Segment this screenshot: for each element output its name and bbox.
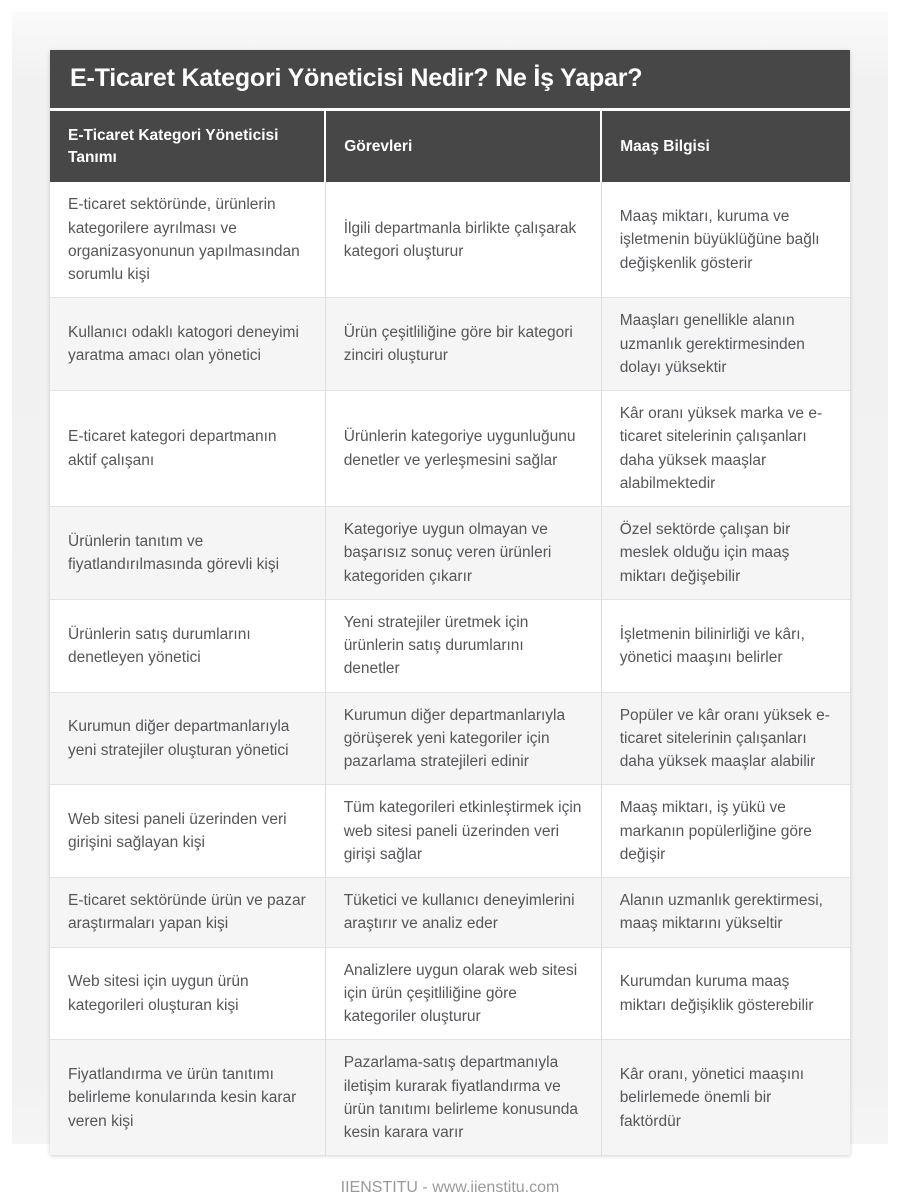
table-cell-salary: Kâr oranı yüksek marka ve e-ticaret sitelerinin çalışanları daha yüksek maaşlar alabilmektedir xyxy=(601,391,850,507)
table-header xyxy=(50,111,850,182)
table-cell-definition: Fiyatlandırma ve ürün tanıtımı belirleme konularında kesin karar veren kişi xyxy=(50,1040,325,1156)
table-row xyxy=(50,878,850,948)
table-cell-salary: Maaş miktarı, kuruma ve işletmenin büyüklüğüne bağlı değişkenlik gösterir xyxy=(601,182,850,298)
table-cell-definition: Ürünlerin tanıtım ve fiyatlandırılmasında görevli kişi xyxy=(50,507,325,600)
footer-attribution: IIENSTITU - www.iienstitu.com xyxy=(340,1179,560,1197)
column-header-maas-bilgisi: Maaş Bilgisi xyxy=(601,111,850,182)
table-cell-duty: Tüketici ve kullanıcı deneyimlerini araştırır ve analiz eder xyxy=(325,878,601,948)
table-cell-duty: Ürün çeşitliliğine göre bir kategori zinciri oluşturur xyxy=(325,298,601,391)
table-cell-duty: İlgili departmanla birlikte çalışarak kategori oluşturur xyxy=(325,182,601,298)
table-cell-salary: Maaş miktarı, iş yükü ve markanın popülerliğine göre değişir xyxy=(601,785,850,878)
table-row xyxy=(50,298,850,391)
table-cell-definition: E-ticaret sektöründe ürün ve pazar araştırmaları yapan kişi xyxy=(50,878,325,948)
table-cell-duty: Yeni stratejiler üretmek için ürünlerin satış durumlarını denetler xyxy=(325,599,601,692)
table-row xyxy=(50,1040,850,1156)
table-body xyxy=(50,182,850,1155)
page-background xyxy=(12,12,888,1197)
column-header-gorevleri: Görevleri xyxy=(325,111,601,182)
column-header-tanimi: E-Ticaret Kategori Yöneticisi Tanımı xyxy=(50,111,325,182)
table-cell-salary: Popüler ve kâr oranı yüksek e-ticaret sitelerinin çalışanları daha yüksek maaşlar alabilir xyxy=(601,692,850,785)
table-cell-duty: Pazarlama-satış departmanıyla iletişim kurarak fiyatlandırma ve ürün tanıtımı belirleme konusunda kesin karara varır xyxy=(325,1040,601,1156)
table-cell-duty: Kategoriye uygun olmayan ve başarısız sonuç veren ürünleri kategoriden çıkarır xyxy=(325,507,601,600)
table-cell-salary: İşletmenin bilinirliği ve kârı, yönetici maaşını belirler xyxy=(601,599,850,692)
table-cell-salary: Kâr oranı, yönetici maaşını belirlemede önemli bir faktördür xyxy=(601,1040,850,1156)
infographic-card xyxy=(50,50,850,1155)
table-cell-definition: Web sitesi paneli üzerinden veri girişini sağlayan kişi xyxy=(50,785,325,878)
table-cell-duty: Tüm kategorileri etkinleştirmek için web sitesi paneli üzerinden veri girişi sağlar xyxy=(325,785,601,878)
table-cell-duty: Ürünlerin kategoriye uygunluğunu denetler ve yerleşmesini sağlar xyxy=(325,391,601,507)
table-cell-salary: Maaşları genellikle alanın uzmanlık gerektirmesinden dolayı yüksektir xyxy=(601,298,850,391)
table-cell-salary: Alanın uzmanlık gerektirmesi, maaş miktarını yükseltir xyxy=(601,878,850,948)
table-cell-salary: Kurumdan kuruma maaş miktarı değişiklik gösterebilir xyxy=(601,947,850,1040)
table-cell-definition: E-ticaret kategori departmanın aktif çalışanı xyxy=(50,391,325,507)
page-title: E-Ticaret Kategori Yöneticisi Nedir? Ne İş Yapar? xyxy=(50,50,850,111)
table-cell-duty: Kurumun diğer departmanlarıyla görüşerek yeni kategoriler için pazarlama stratejileri edinir xyxy=(325,692,601,785)
table-row xyxy=(50,391,850,507)
table-cell-duty: Analizlere uygun olarak web sitesi için ürün çeşitliliğine göre kategoriler oluşturur xyxy=(325,947,601,1040)
info-table xyxy=(50,111,850,1155)
table-cell-salary: Özel sektörde çalışan bir meslek olduğu için maaş miktarı değişebilir xyxy=(601,507,850,600)
table-cell-definition: E-ticaret sektöründe, ürünlerin kategorilere ayrılması ve organizasyonunun yapılmasından sorumlu kişi xyxy=(50,182,325,298)
table-cell-definition: Ürünlerin satış durumlarını denetleyen yönetici xyxy=(50,599,325,692)
table-row xyxy=(50,947,850,1040)
table-row xyxy=(50,182,850,298)
table-row xyxy=(50,599,850,692)
table-cell-definition: Web sitesi için uygun ürün kategorileri oluşturan kişi xyxy=(50,947,325,1040)
table-row xyxy=(50,785,850,878)
table-header-row xyxy=(50,111,850,182)
table-row xyxy=(50,692,850,785)
table-cell-definition: Kurumun diğer departmanlarıyla yeni stratejiler oluşturan yönetici xyxy=(50,692,325,785)
table-row xyxy=(50,507,850,600)
table-cell-definition: Kullanıcı odaklı katogori deneyimi yaratma amacı olan yönetici xyxy=(50,298,325,391)
